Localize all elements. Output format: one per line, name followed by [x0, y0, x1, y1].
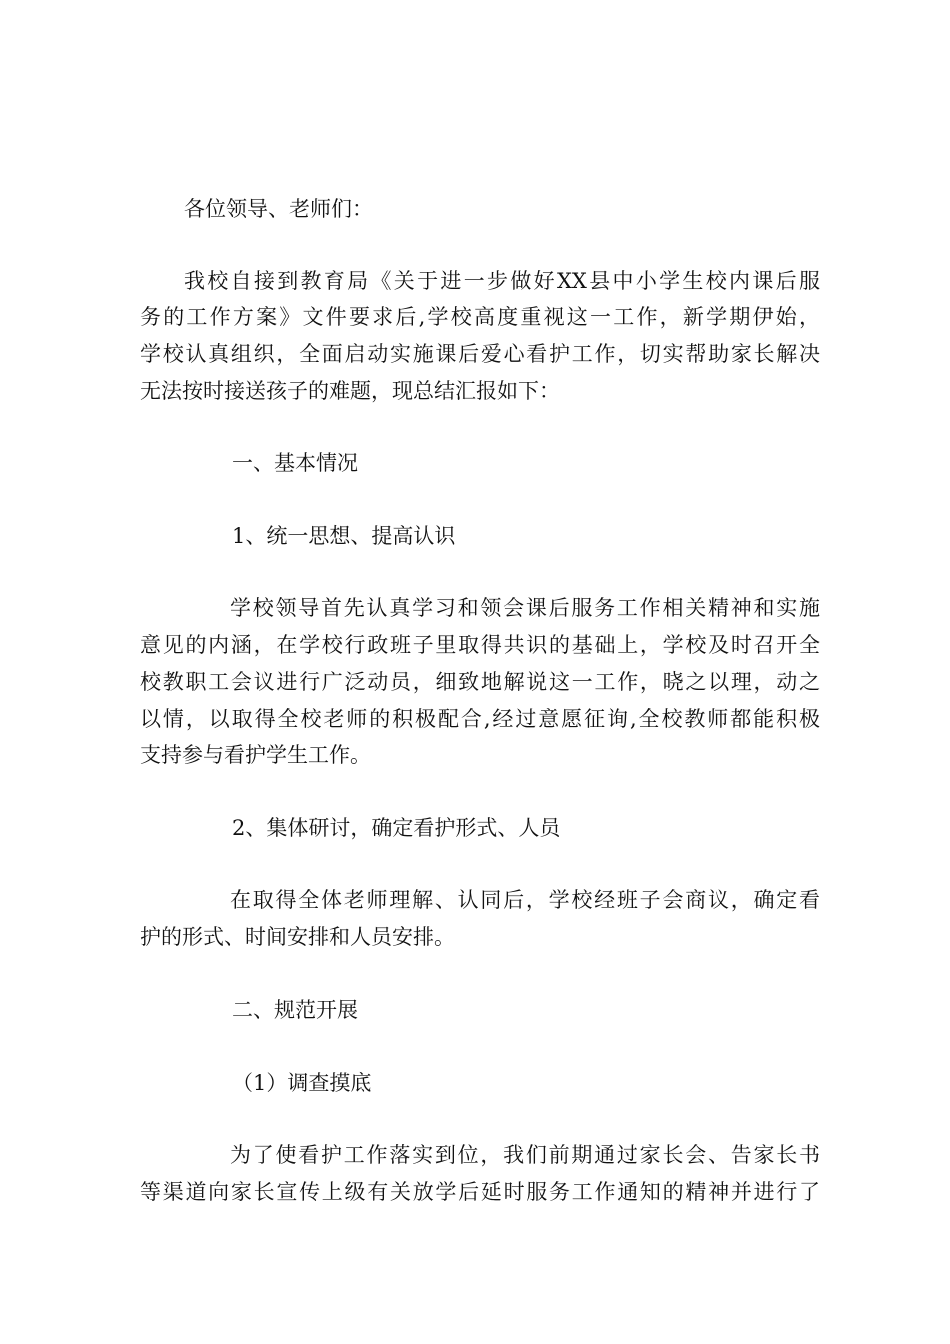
paragraph-line-2: 等渠道向家长宣传上级有关放学后延时服务工作通知的精神并进行了 [140, 1180, 820, 1204]
intro-line-2: 务的工作方案》文件要求后,学校高度重视这一工作，新学期伊始， [140, 305, 820, 329]
paragraph-line-2: 护的形式、时间安排和人员安排。 [140, 925, 455, 949]
paragraph-line-1: 为了使看护工作落实到位，我们前期通过家长会、告家长书 [230, 1143, 820, 1167]
section-heading-standardized: 二、规范开展 [232, 998, 358, 1022]
intro-line-3: 学校认真组织，全面启动实施课后爱心看护工作，切实帮助家长解决 [140, 342, 820, 366]
paragraph-line-4: 以情，以取得全校老师的积极配合,经过意愿征询,全校教师都能积极 [140, 707, 820, 731]
paragraph-line-1: 学校领导首先认真学习和领会课后服务工作相关精神和实施 [230, 596, 820, 620]
item-heading-survey: （1）调查摸底 [232, 1071, 372, 1095]
subheading-collective-discussion: 2、集体研讨，确定看护形式、人员 [232, 816, 561, 840]
paragraph-line-1: 在取得全体老师理解、认同后，学校经班子会商议，确定看 [230, 888, 820, 912]
paragraph-line-3: 校教职工会议进行广泛动员，细致地解说这一工作，晓之以理，动之 [140, 670, 820, 694]
intro-line-4: 无法按时接送孩子的难题，现总结汇报如下： [140, 379, 560, 403]
greeting-line: 各位领导、老师们： [184, 197, 373, 221]
paragraph-line-5: 支持参与看护学生工作。 [140, 743, 371, 767]
subheading-unify-thinking: 1、统一思想、提高认识 [232, 524, 456, 548]
section-heading-basic-situation: 一、基本情况 [232, 451, 358, 475]
paragraph-line-2: 意见的内涵，在学校行政班子里取得共识的基础上，学校及时召开全 [140, 633, 820, 657]
intro-line-1: 我校自接到教育局《关于进一步做好XX县中小学生校内课后服 [184, 269, 820, 293]
